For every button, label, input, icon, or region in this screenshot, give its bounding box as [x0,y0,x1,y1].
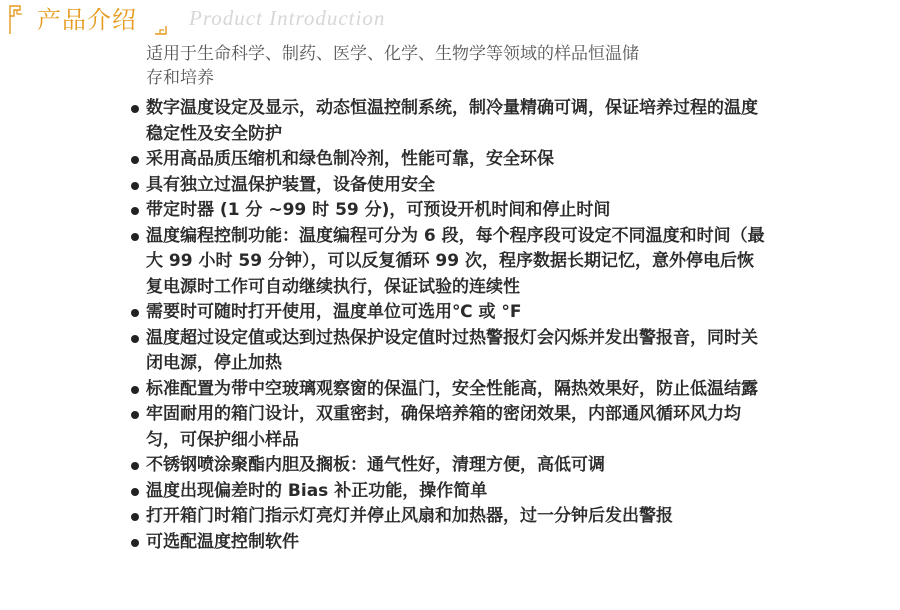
feature-item [130,96,770,147]
feature-item [130,479,770,505]
corner-ornament-icon [8,4,32,36]
bullet-dot-icon [131,182,139,190]
bullet-dot-icon [131,156,139,164]
feature-text: 不锈钢喷涂聚酯内胆及搁板：通气性好，清理方便，高低可调 [146,455,605,475]
bullet-dot-icon [131,411,139,419]
bullet-dot-icon [131,539,139,547]
section-title-cn: 产品介绍 [37,6,137,34]
feature-item [130,530,770,556]
feature-item [130,224,770,301]
feature-item [130,300,770,326]
feature-text: 具有独立过温保护装置，设备使用安全 [146,174,435,195]
feature-list [130,96,770,555]
bullet-dot-icon [131,207,139,215]
feature-text: 牢固耐用的箱门设计，双重密封，确保培养箱的密闭效果，内部通风循环风力均匀，可保护细小样品 [146,404,741,450]
feature-text: 温度编程控制功能：温度编程可分为 6 段，每个程序段可设定不同温度和时间（最大 99 小时 59 分钟），可以反复循环 99 次，程序数据长期记忆，意外停电后恢复电源时工作可自动继续执行，保证试验的连续性 [146,225,765,297]
feature-item [130,198,770,224]
feature-text: 数字温度设定及显示，动态恒温控制系统，制冷量精确可调，保证培养过程的温度稳定性及安全防护 [146,98,758,144]
feature-item [130,326,770,377]
feature-text: 打开箱门时箱门指示灯亮灯并停止风扇和加热器，过一分钟后发出警报 [146,506,673,526]
section-title-en: Product Introduction [189,6,386,30]
feature-text: 标准配置为带中空玻璃观察窗的保温门，安全性能高，隔热效果好，防止低温结露 [146,378,758,399]
feature-item [130,147,770,173]
bullet-dot-icon [131,105,139,113]
feature-item [130,402,770,453]
bullet-dot-icon [131,233,139,241]
feature-item [130,453,770,479]
feature-item [130,173,770,199]
feature-item [130,504,770,530]
feature-text: 可选配温度控制软件 [146,531,299,552]
feature-text: 需要时可随时打开使用，温度单位可选用℃ 或 °F [146,302,522,322]
section-header [0,0,900,40]
feature-text: 温度出现偏差时的 Bias 补正功能，操作简单 [146,480,488,501]
feature-text: 采用高品质压缩机和绿色制冷剂，性能可靠，安全环保 [146,149,554,169]
feature-text: 温度超过设定值或达到过热保护设定值时过热警报灯会闪烁并发出警报音，同时关闭电源，停止加热 [146,327,758,373]
bullet-dot-icon [131,386,139,394]
bullet-dot-icon [131,513,139,521]
feature-item [130,377,770,403]
bullet-dot-icon [131,462,139,470]
title-frame-icon [154,4,170,36]
bullet-dot-icon [131,309,139,317]
bullet-dot-icon [131,335,139,343]
bullet-dot-icon [131,488,139,496]
product-subtitle: 适用于生命科学、制药、医学、化学、生物学等领域的样品恒温储存和培养 [146,44,639,88]
feature-text: 带定时器 (1 分 ~99 时 59 分)，可预设开机时间和停止时间 [146,200,611,220]
